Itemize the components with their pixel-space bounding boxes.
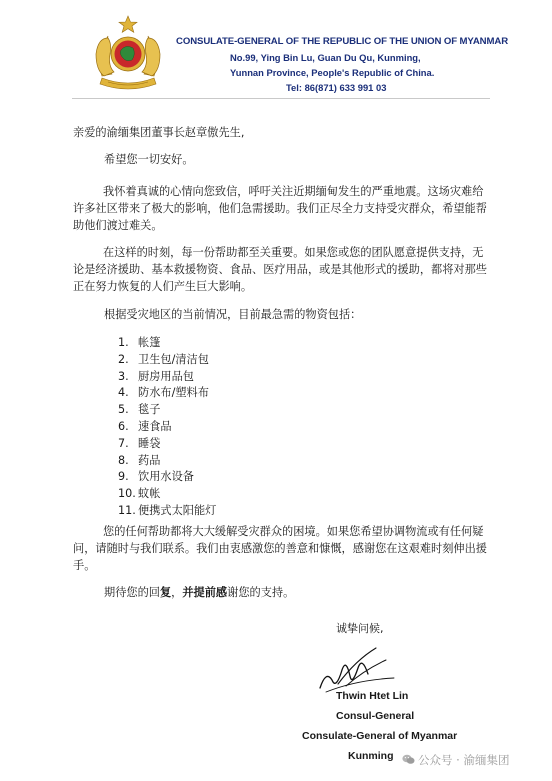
closing-line: 期待您的回复，并提前感谢您的支持。 [104, 586, 295, 599]
list-item: 2. 卫生包/清洁包 [118, 352, 209, 366]
list-item: 3. 厨房用品包 [118, 369, 194, 383]
wechat-watermark: 公众号 · 渝缅集团 [398, 752, 513, 768]
regards: 诚挚问候, [336, 622, 384, 635]
list-item: 9. 饮用水设备 [118, 470, 194, 484]
list-item: 5. 毯子 [118, 403, 161, 417]
handwritten-signature [316, 640, 400, 696]
list-item: 6. 速食品 [118, 419, 172, 433]
salutation: 亲爱的渝缅集团董事长赵章傲先生, [73, 126, 245, 139]
state-emblem-icon [88, 14, 168, 94]
address-line-1: No.99, Ying Bin Lu, Guan Du Qu, Kunming, [230, 52, 421, 63]
address-line-2: Yunnan Province, People's Republic of China. [230, 67, 435, 78]
telephone: Tel: 86(871) 633 991 03 [286, 82, 387, 93]
signatory-office: Consulate-General of Myanmar [302, 730, 458, 742]
paragraph-appeal: 我怀着真诚的心情向您致信，呼吁关注近期缅甸发生的严重地震。这场灾难给许多社区带来了极大的影响，他们急需援助。我们正尽全力支持受灾群众，希望能帮助他们渡过难关。 [73, 185, 487, 232]
paragraph-support: 在这样的时刻，每一份帮助都至关重要。如果您或您的团队愿意提供支持，无论是经济援助、基本救援物资、食品、医疗用品，或是其他形式的援助，都将对那些正在努力恢复的人们产生巨大影响。 [73, 246, 487, 293]
list-item: 7. 睡袋 [118, 436, 161, 450]
paragraph-thanks: 您的任何帮助都将大大缓解受灾群众的困境。如果您希望协调物流或有任何疑问，请随时与我们联系。我们由衷感激您的善意和慷慨，感谢您在这艰难时刻伸出援手。 [73, 525, 487, 572]
signatory-title: Consul-General [336, 710, 415, 722]
list-item: 8. 药品 [118, 453, 161, 467]
list-item: 4. 防水布/塑料布 [118, 386, 209, 400]
letterhead-divider [72, 98, 490, 99]
letterhead [0, 0, 552, 100]
list-intro: 根据受灾地区的当前情况，目前最急需的物资包括： [104, 308, 362, 321]
list-item: 1. 帐篷 [118, 336, 161, 349]
greeting: 希望您一切安好。 [104, 153, 194, 166]
needed-supplies-list [118, 335, 216, 520]
signatory-city: Kunming [348, 750, 394, 762]
signatory-name: Thwin Htet Lin [336, 690, 409, 702]
list-item: 10. 蚊帐 [118, 487, 161, 501]
wechat-icon [402, 754, 415, 765]
list-item: 11. 便携式太阳能灯 [118, 503, 217, 517]
consulate-name: CONSULATE-GENERAL OF THE REPUBLIC OF THE UNION OF MYANMAR [176, 36, 509, 47]
